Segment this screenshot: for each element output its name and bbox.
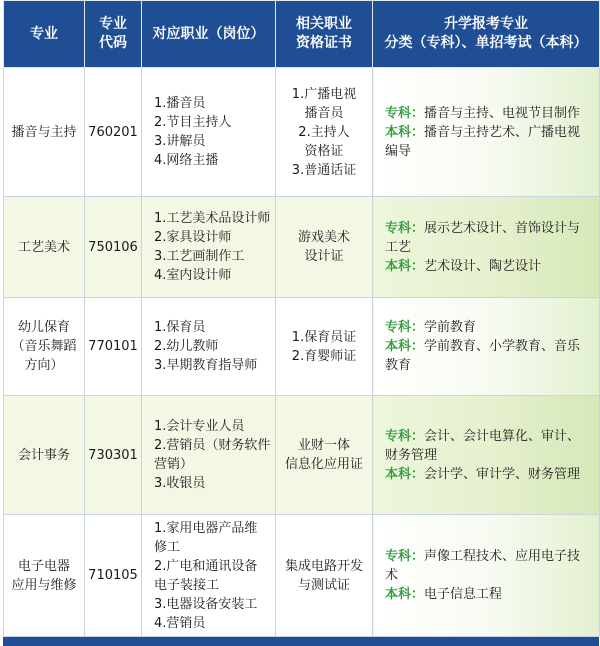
header-code bbox=[85, 1, 142, 68]
benke-line bbox=[385, 585, 593, 604]
cell-path bbox=[373, 515, 600, 637]
job-item: 3.工艺画制作工 bbox=[154, 249, 245, 264]
major-code: 710105 bbox=[88, 568, 138, 583]
cell-jobs bbox=[142, 197, 276, 298]
cell-path bbox=[373, 197, 600, 298]
job-item: 1.家用电器产品维 修工 bbox=[154, 520, 258, 555]
header-code-label: 专业 代码 bbox=[99, 16, 127, 51]
header-row bbox=[4, 1, 600, 68]
major-name: 播音与主持 bbox=[11, 124, 77, 140]
cell-major bbox=[4, 515, 85, 637]
job-item: 1.工艺美术品设计师 bbox=[154, 211, 271, 226]
zhuanke-line bbox=[385, 219, 593, 257]
major-name: 会计事务 bbox=[17, 447, 70, 463]
benke-tag: 本科： bbox=[385, 258, 425, 274]
jobs-list bbox=[154, 318, 275, 375]
cert-list bbox=[276, 436, 372, 474]
jobs-list bbox=[154, 417, 275, 493]
table-body bbox=[4, 68, 600, 637]
cell-jobs bbox=[142, 298, 276, 396]
zhuanke-majors: 展示艺术设计、首饰设计与工艺 bbox=[385, 220, 581, 255]
job-item: 2.幼儿教师 bbox=[154, 339, 219, 354]
header-major-label: 专业 bbox=[30, 25, 58, 42]
zhuanke-line bbox=[385, 104, 593, 123]
cert-item: 集成电路开发 与测试证 bbox=[284, 558, 363, 593]
benke-line bbox=[385, 465, 593, 484]
job-item: 3.早期教育指导师 bbox=[154, 358, 258, 373]
benke-tag: 本科： bbox=[385, 466, 425, 482]
job-item: 3.电器设备安装工 bbox=[154, 596, 258, 612]
benke-majors: 学前教育、小学教育、音乐教育 bbox=[385, 339, 581, 373]
cert-list bbox=[276, 85, 372, 180]
header-cert bbox=[276, 1, 373, 68]
cert-item: 1.广播电视 播音员 bbox=[291, 86, 357, 121]
cell-cert bbox=[276, 68, 373, 197]
cell-path bbox=[373, 68, 600, 197]
cell-cert bbox=[276, 298, 373, 396]
zhuanke-line bbox=[385, 427, 593, 465]
job-item: 4.网络主播 bbox=[154, 153, 219, 168]
table-row bbox=[4, 197, 600, 298]
cert-item: 2.育婴师证 bbox=[291, 348, 357, 364]
zhuanke-majors: 学前教育 bbox=[424, 320, 477, 335]
cell-code bbox=[85, 298, 142, 396]
zhuanke-line bbox=[385, 318, 593, 337]
cert-item: 游戏美术 设计证 bbox=[297, 230, 350, 264]
cert-item: 3.普通话证 bbox=[291, 162, 357, 178]
major-name: 电子电器 应用与维修 bbox=[11, 558, 77, 593]
job-item: 1.会计专业人员 bbox=[154, 419, 245, 434]
benke-line bbox=[385, 337, 593, 375]
benke-majors: 会计学、审计学、财务管理 bbox=[424, 466, 581, 482]
job-item: 3.讲解员 bbox=[154, 134, 206, 149]
benke-tag: 本科： bbox=[385, 339, 425, 354]
job-item: 4.室内设计师 bbox=[154, 268, 232, 283]
cell-jobs bbox=[142, 396, 276, 515]
zhuanke-tag: 专科： bbox=[385, 428, 425, 444]
table-row bbox=[4, 68, 600, 197]
cell-jobs bbox=[142, 68, 276, 197]
zhuanke-majors: 声像工程技术、应用电子技术 bbox=[385, 549, 581, 583]
benke-majors: 电子信息工程 bbox=[424, 587, 503, 602]
job-item: 2.营销员（财务软件 营销） bbox=[154, 438, 271, 472]
benke-majors: 播音与主持艺术、广播电视编导 bbox=[385, 124, 581, 159]
job-item: 1.保育员 bbox=[154, 320, 206, 335]
cell-major bbox=[4, 298, 85, 396]
benke-line bbox=[385, 123, 593, 161]
cell-code bbox=[85, 515, 142, 637]
cert-list bbox=[276, 328, 372, 366]
jobs-list bbox=[154, 94, 275, 170]
job-item: 2.家具设计师 bbox=[154, 230, 232, 245]
benke-majors: 艺术设计、陶艺设计 bbox=[424, 258, 542, 274]
major-code: 750106 bbox=[88, 239, 138, 255]
bottom-bar bbox=[3, 637, 599, 646]
cert-item: 1.保育员证 bbox=[291, 329, 357, 345]
job-item: 3.收银员 bbox=[154, 476, 206, 491]
cell-major bbox=[4, 197, 85, 298]
header-cert-label: 相关职业 资格证书 bbox=[296, 16, 352, 51]
cell-path bbox=[373, 298, 600, 396]
jobs-list bbox=[154, 209, 275, 285]
header-major bbox=[4, 1, 85, 68]
cell-code bbox=[85, 68, 142, 197]
cell-jobs bbox=[142, 515, 276, 637]
cert-item: 业财一体 信息化应用证 bbox=[284, 438, 363, 472]
table-row bbox=[4, 515, 600, 637]
benke-line bbox=[385, 257, 593, 276]
zhuanke-tag: 专科： bbox=[385, 105, 425, 121]
cell-cert bbox=[276, 396, 373, 515]
job-item: 1.播音员 bbox=[154, 96, 206, 111]
header-path-label: 升学报考专业 分类（专科）、单招考试（本科） bbox=[384, 16, 588, 51]
majors-table bbox=[3, 0, 600, 637]
major-code: 760201 bbox=[88, 124, 138, 140]
major-code: 770101 bbox=[88, 339, 138, 354]
zhuanke-majors: 播音与主持、电视节目制作 bbox=[424, 105, 581, 121]
header-jobs-label: 对应职业（岗位） bbox=[152, 25, 265, 42]
cell-code bbox=[85, 396, 142, 515]
cell-cert bbox=[276, 515, 373, 637]
jobs-list bbox=[154, 519, 275, 633]
zhuanke-line bbox=[385, 547, 593, 585]
benke-tag: 本科： bbox=[385, 124, 425, 140]
job-item: 2.节目主持人 bbox=[154, 115, 232, 130]
header-path bbox=[373, 1, 600, 68]
major-name: 工艺美术 bbox=[17, 239, 70, 255]
zhuanke-majors: 会计、会计电算化、审计、财务管理 bbox=[385, 428, 581, 463]
major-code: 730301 bbox=[88, 447, 138, 463]
benke-tag: 本科： bbox=[385, 587, 425, 602]
cell-major bbox=[4, 396, 85, 515]
zhuanke-tag: 专科： bbox=[385, 220, 425, 236]
table-row bbox=[4, 298, 600, 396]
cert-list bbox=[276, 557, 372, 595]
table-row bbox=[4, 396, 600, 515]
header-jobs bbox=[142, 1, 276, 68]
cert-item: 2.主持人 资格证 bbox=[298, 124, 350, 159]
cell-code bbox=[85, 197, 142, 298]
cell-major bbox=[4, 68, 85, 197]
cell-path bbox=[373, 396, 600, 515]
zhuanke-tag: 专科： bbox=[385, 320, 425, 335]
job-item: 2.广电和通讯设备 电子装接工 bbox=[154, 558, 258, 593]
major-name: 幼儿保育 （音乐舞蹈 方向） bbox=[11, 320, 77, 373]
job-item: 4.营销员 bbox=[154, 615, 206, 631]
cert-list bbox=[276, 228, 372, 266]
zhuanke-tag: 专科： bbox=[385, 549, 425, 564]
cell-cert bbox=[276, 197, 373, 298]
